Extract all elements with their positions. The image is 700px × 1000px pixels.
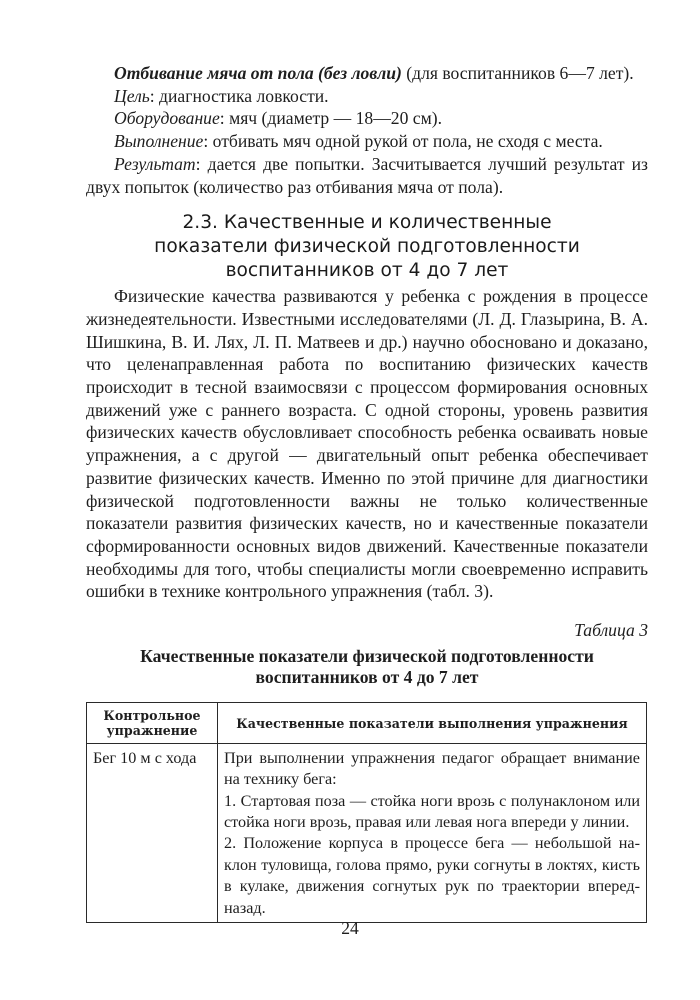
description-line: При выполнении упражнения педагог обращает внимание на технику бега: xyxy=(224,748,640,789)
result-line xyxy=(86,153,648,198)
section-heading-line: 2.3. Качественные и количественные xyxy=(182,212,552,234)
cell-exercise: Бег 10 м с хода xyxy=(87,743,218,922)
table-header-row xyxy=(87,702,647,743)
qualitative-indicators-table xyxy=(86,702,647,923)
section-heading-line: воспитанников от 4 до 7 лет xyxy=(225,260,509,282)
result-label: Результат xyxy=(114,153,196,174)
table-title xyxy=(86,646,648,689)
equipment-label: Оборудование xyxy=(114,108,220,129)
column-header-exercise: Контрольное упражнение xyxy=(87,702,218,743)
description-line: 1. Стартовая поза — стойка ноги врозь с полунаклоном или стойка ноги врозь, правая или левая нога впереди у линии. xyxy=(224,791,640,831)
column-header-indicators: Качественные показатели выполнения упражнения xyxy=(218,702,647,743)
equipment-text: : мяч (диаметр — 18—20 см). xyxy=(219,108,443,129)
goal-text: : диагностика ловкости. xyxy=(149,85,329,106)
table-title-line: Качественные показатели физической подготовленности xyxy=(140,645,594,666)
description-line: 2. Положение корпуса в процессе бега — небольшой наклон туловища, голова прямо, руки согнуты в локтях, кисть в кулаке, движения согнутых рук по траектории вперед-назад. xyxy=(224,834,640,917)
goal-line xyxy=(86,85,648,108)
section-paragraph: Физические качества развиваются у ребенка с рождения в процессе жизнедеятельности. Известными исследователями (Л. Д. Глазырина, В. А. Шишкина, В. И. Лях, Л. П. Матвеев и др.) научно обосновано и доказано, что целенаправленная работа по воспитанию физических качеств происходит в тесной взаимосвязи с процессом формирования основных движений уже с раннего возраста. С одной стороны, уровень развития физических качеств обусловливает способность ребенка осваивать новые упражнения, а с другой — двигательный опыт ребенка обеспечивает развитие физических качеств. Именно по этой причине для диагностики физической подготовленности важны не только количественные показатели развития физических качеств, но и качественные показатели сформированности основных видов движений. Качественные показатели необходимы для того, чтобы специалисты могли своевременно исправить ошибки в технике контрольного упражнения (табл. 3). xyxy=(86,286,648,602)
exercise-age-note: (для воспитанников 6—7 лет). xyxy=(401,63,634,83)
table-row xyxy=(87,743,647,922)
document-page xyxy=(86,62,648,923)
exercise-title-line xyxy=(86,62,648,85)
section-heading xyxy=(86,211,648,283)
equipment-line xyxy=(86,107,648,130)
section-heading-line: показатели физической подготовленности xyxy=(154,236,580,258)
execution-text: : отбивать мяч одной рукой от пола, не сходя с места. xyxy=(203,131,603,152)
goal-label: Цель xyxy=(114,85,150,106)
table-title-line: воспитанников от 4 до 7 лет xyxy=(255,667,479,688)
table-label: Таблица 3 xyxy=(574,620,648,641)
execution-label: Выполнение xyxy=(114,131,204,152)
exercise-title: Отбивание мяча от пола (без ловли) xyxy=(114,63,402,83)
page-number: 24 xyxy=(341,918,359,938)
result-text: : дается две попытки. Засчитывается лучший результат из двух попыток (количество раз отбивания мяча от пола). xyxy=(86,153,648,197)
execution-line xyxy=(86,130,648,153)
cell-description xyxy=(218,743,647,922)
